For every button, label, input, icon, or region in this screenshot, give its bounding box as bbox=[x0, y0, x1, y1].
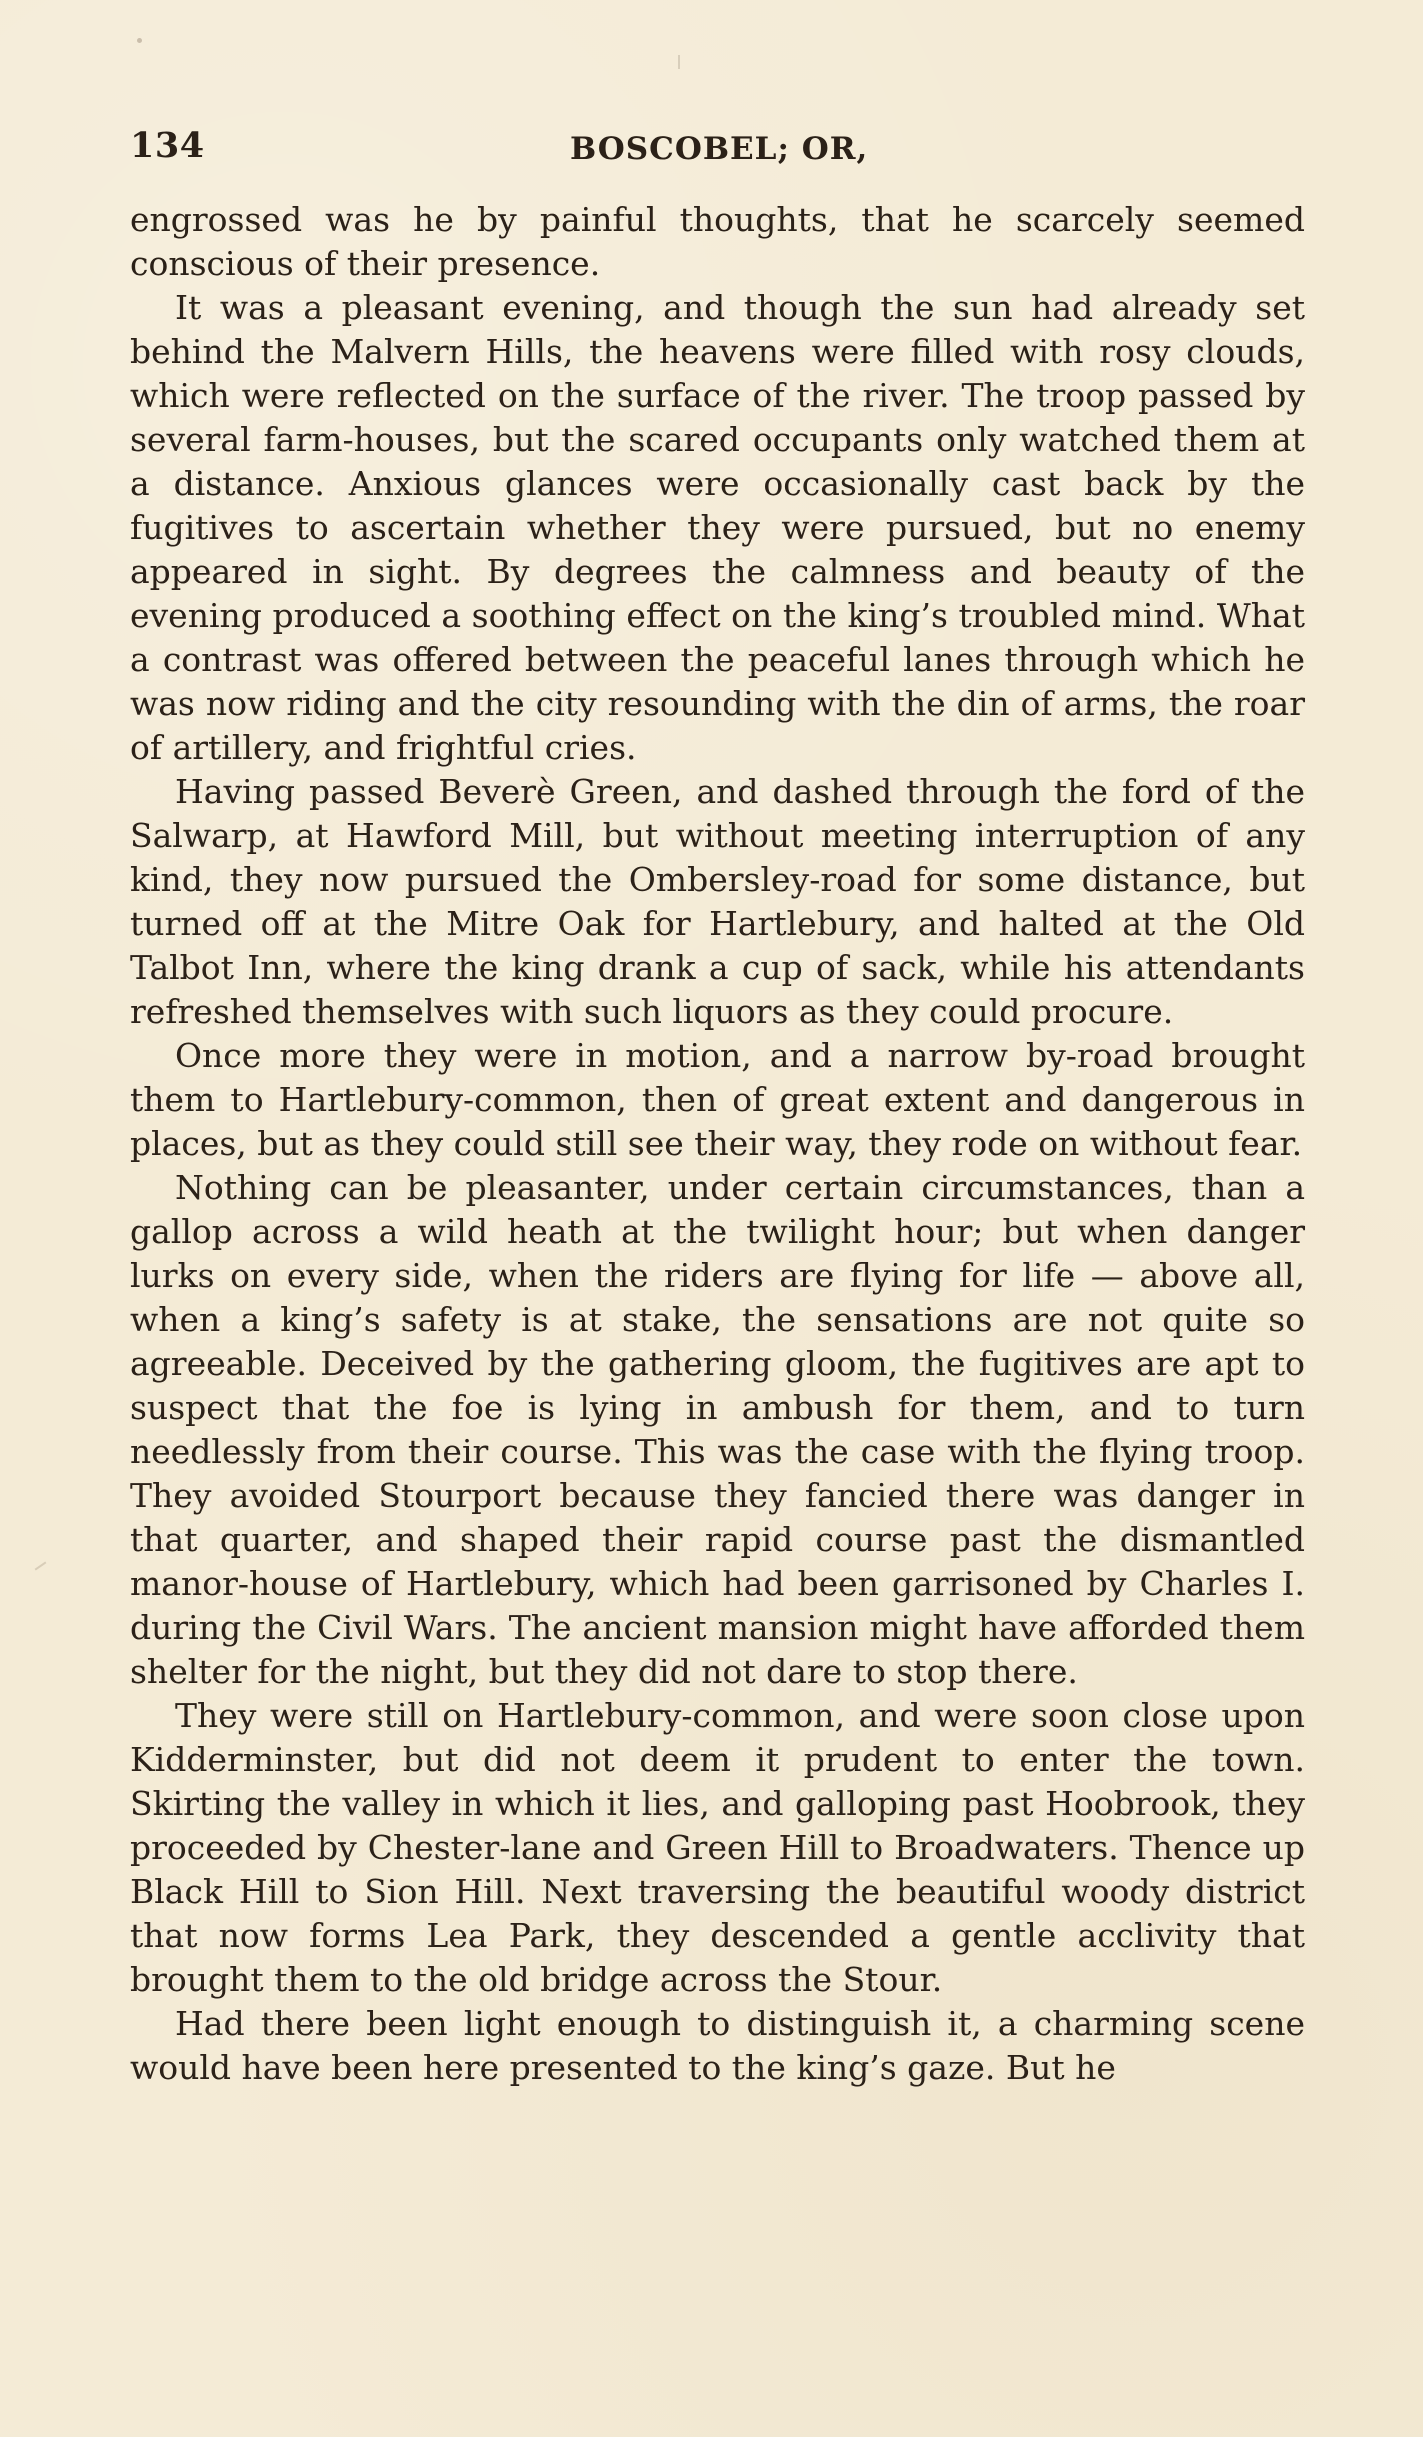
paragraph: It was a pleasant evening, and though the sun had already set behind the Malvern Hills, the heavens were filled with rosy clouds, which were reflected on the surface of the river. The troop passed by several farm-houses, but the scared occupants only watched them at a distance. Anxious glances were occasionally cast back by the fugitives to ascertain whether they were pursued, but no enemy appeared in sight. By degrees the calmness and beauty of the evening produced a soothing effect on the king’s troubled mind. What a contrast was offered between the peaceful lanes through which he was now riding and the city resounding with the din of arms, the roar of artillery, and frightful cries. bbox=[130, 288, 1305, 767]
paper-mark bbox=[35, 1561, 47, 1570]
paper-mark bbox=[678, 55, 680, 69]
paragraph: Having passed Beverè Green, and dashed through the ford of the Salwarp, at Hawford Mill, but without meeting interruption of any kind, they now pursued the Ombersley-road for some distance, but turned off at the Mitre Oak for Hartlebury, and halted at the Old Talbot Inn, where the king drank a cup of sack, while his attendants refreshed themselves with such liquors as they could procure. bbox=[130, 772, 1305, 1031]
page-header bbox=[130, 125, 1320, 185]
paragraph: They were still on Hartlebury-common, and were soon close upon Kidderminster, but did not deem it prudent to enter the town. Skirting the valley in which it lies, and galloping past Hoobrook, they proceeded by Chester-lane and Green Hill to Broadwaters. Thence up Black Hill to Sion Hill. Next traversing the beautiful woody district that now forms Lea Park, they descended a gentle acclivity that brought them to the old bridge across the Stour. bbox=[130, 1696, 1305, 1999]
paragraph: engrossed was he by painful thoughts, that he scarcely seemed conscious of their presence. bbox=[130, 200, 1305, 283]
paragraph: Once more they were in motion, and a narrow by-road brought them to Hartlebury-common, then of great extent and dangerous in places, but as they could still see their way, they rode on without fear. bbox=[130, 1036, 1305, 1163]
page-number: 134 bbox=[130, 125, 205, 166]
paragraph: Had there been light enough to distinguish it, a charming scene would have been here presented to the king’s gaze. But he bbox=[130, 2004, 1305, 2087]
page-body bbox=[130, 198, 1305, 2090]
paragraph: Nothing can be pleasanter, under certain circumstances, than a gallop across a wild heath at the twilight hour; but when danger lurks on every side, when the riders are flying for life — above all, when a king’s safety is at stake, the sensations are not quite so agreeable. Deceived by the gathering gloom, the fugitives are apt to suspect that the foe is lying in ambush for them, and to turn needlessly from their course. This was the case with the flying troop. They avoided Stourport because they fancied there was danger in that quarter, and shaped their rapid course past the dismantled manor-house of Hartlebury, which had been garrisoned by Charles I. during the Civil Wars. The ancient mansion might have afforded them shelter for the night, but they did not dare to stop there. bbox=[130, 1168, 1305, 1691]
paper-speck bbox=[137, 38, 142, 43]
running-head: BOSCOBEL; OR, bbox=[570, 131, 869, 167]
